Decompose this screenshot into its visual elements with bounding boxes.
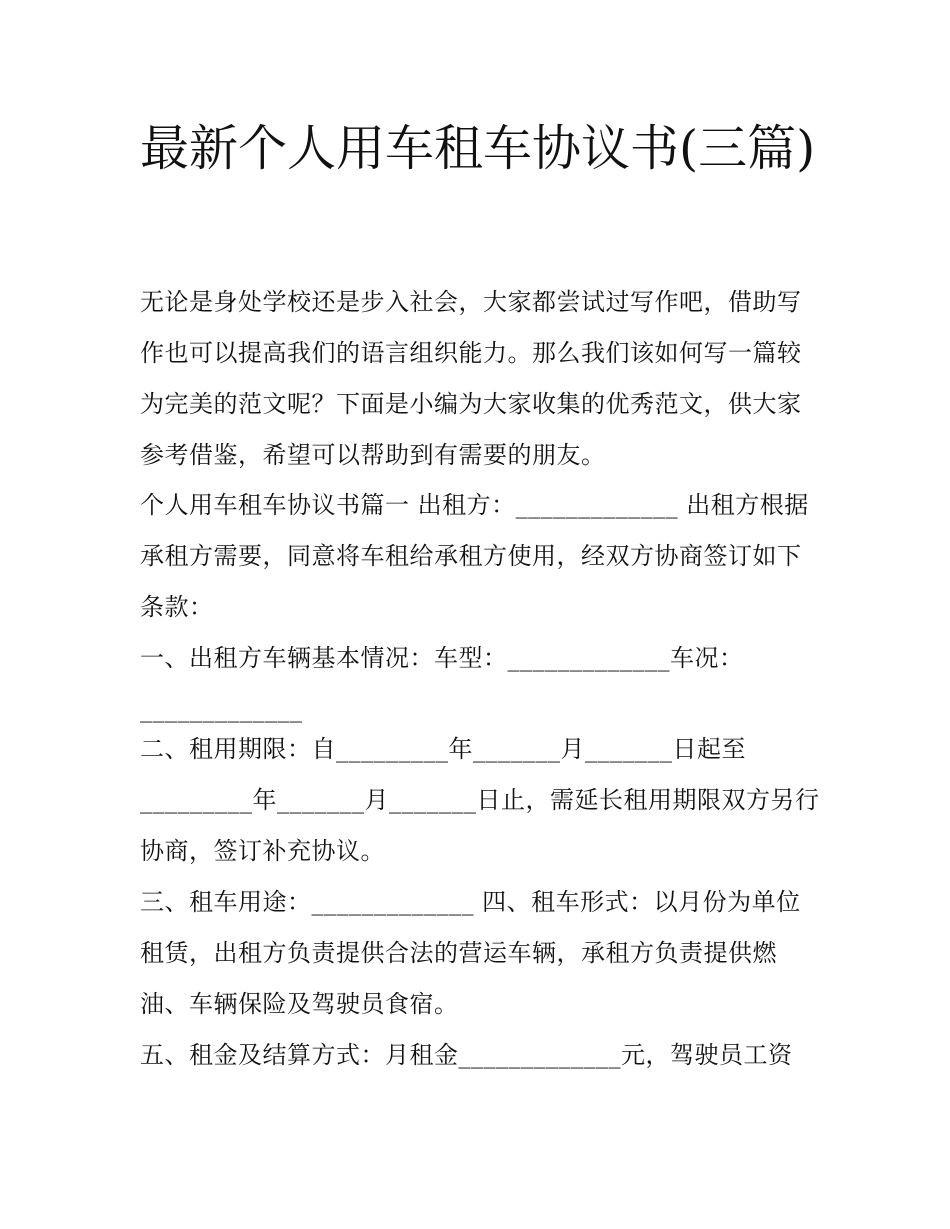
paragraph-rental-period: 二、租用期限：自_________年_______月_______日起至_________年_______月_______日止，需延长租用期限双方另行协商，签订补充协议。	[140, 735, 820, 865]
intro-paragraph: 无论是身处学校还是步入社会，大家都尝试过写作吧，借助写作也可以提高我们的语言组织能力。那么我们该如何写一篇较为完美的范文呢？下面是小编为大家收集的优秀范文，供大家参考借鉴，希望可以帮助到有需要的朋友。	[140, 288, 802, 469]
paragraph-vehicle-info: 一、出租方车辆基本情况：车型：_____________车况：_____________	[140, 644, 744, 723]
paragraph-lessor: 个人用车租车协议书篇一 出租方：_____________ 出租方根据承租方需要，同意将车租给承租方使用，经双方协商签订如下条款：	[140, 491, 809, 621]
paragraph-rent-settlement: 五、租金及结算方式：月租金_____________元，驾驶员工资	[140, 1041, 793, 1069]
document-title: 最新个人用车租车协议书(三篇)	[140, 120, 816, 177]
paragraph-usage-and-form: 三、租车用途：_____________ 四、租车形式：以月份为单位租赁，出租方负责提供合法的营运车辆，承租方负责提供燃油、车辆保险及驾驶员食宿。	[140, 888, 801, 1018]
